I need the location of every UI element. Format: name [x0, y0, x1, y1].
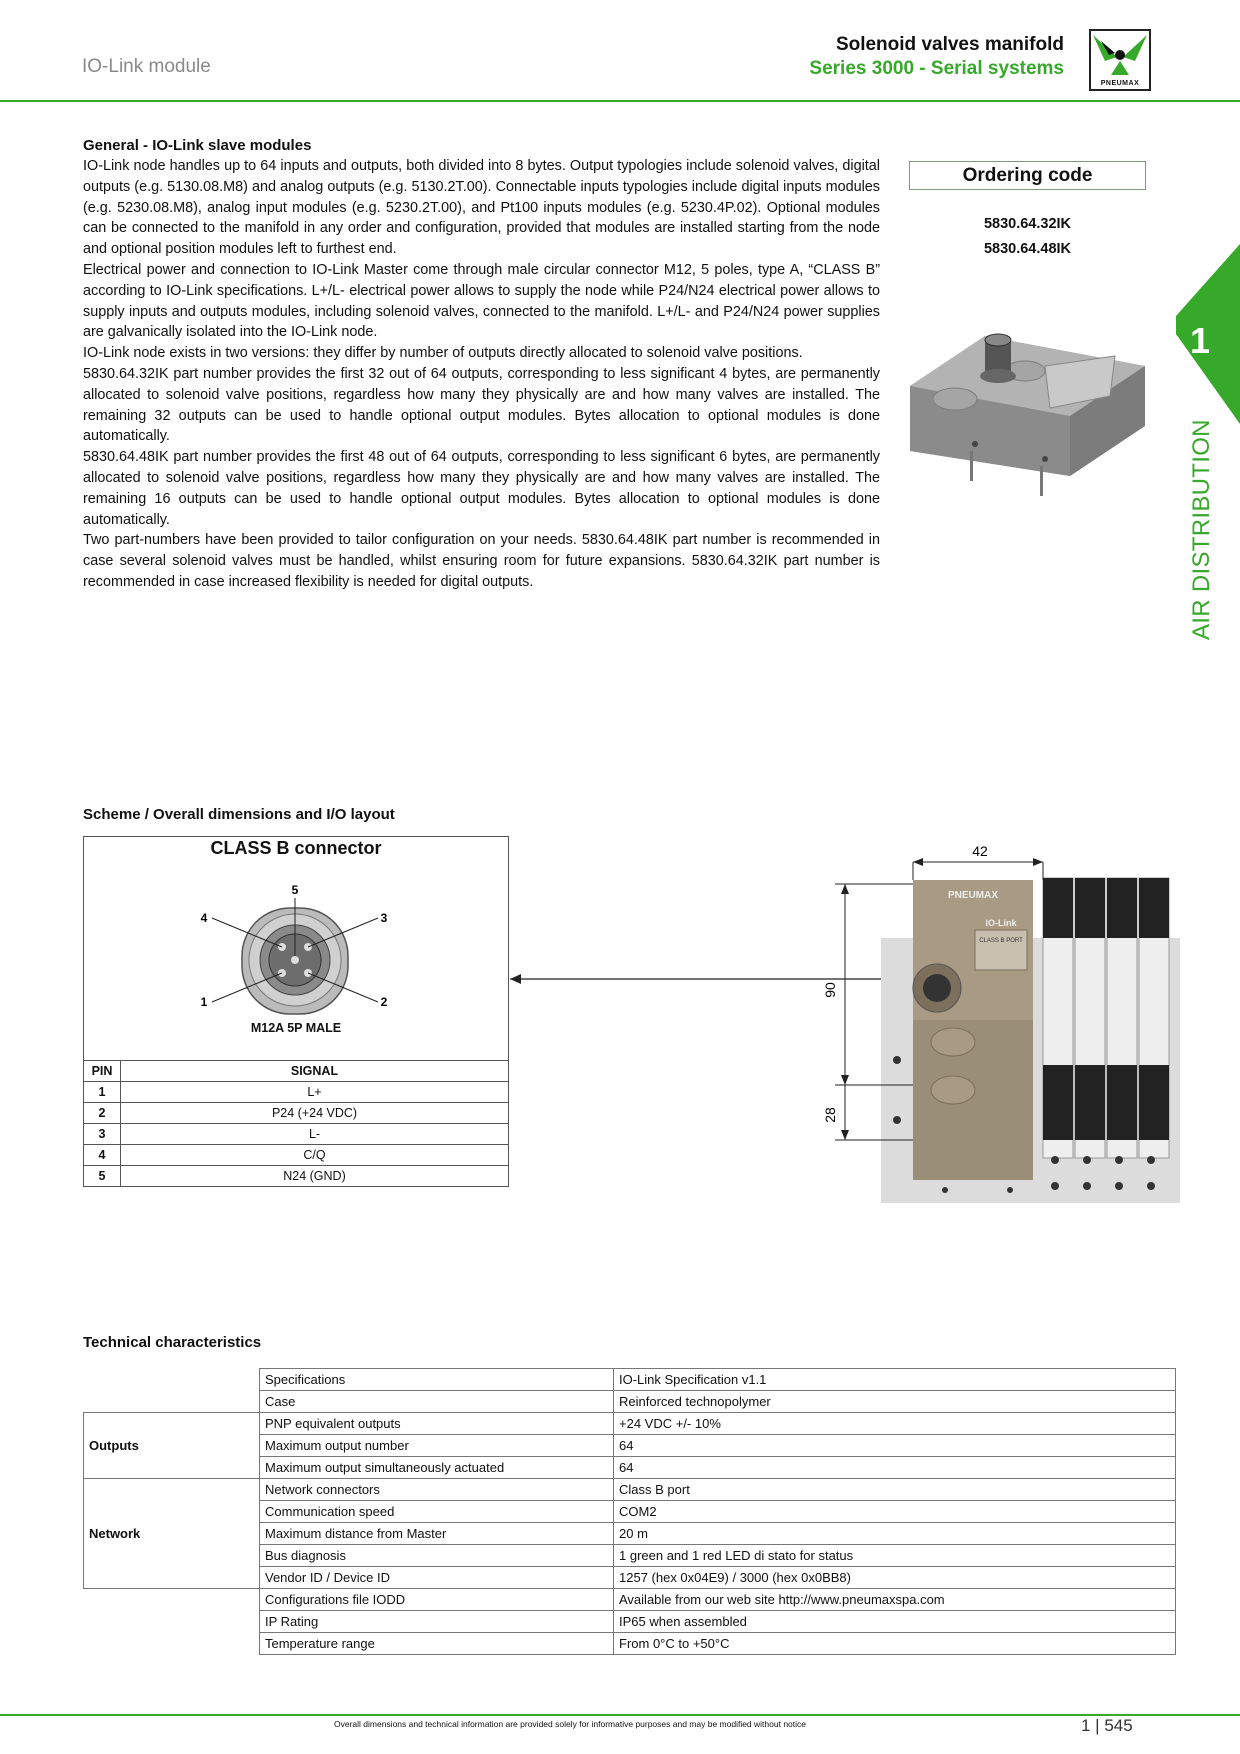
dim-height-lower: 28: [822, 1107, 838, 1123]
manifold-dimension-drawing: [505, 840, 1180, 1205]
tech-table: [83, 1368, 1176, 1655]
tech-title: Technical characteristics: [83, 1334, 262, 1351]
spec-value: 64: [614, 1457, 1176, 1479]
drawing-port-label: CLASS B PORT: [979, 938, 1023, 944]
logo-text: PNEUMAX: [1100, 80, 1140, 87]
pin-label: 1: [200, 995, 208, 1009]
scheme-title: Scheme / Overall dimensions and I/O layout: [83, 806, 395, 823]
pin-label: 2: [380, 995, 388, 1009]
spec-value: IP65 when assembled: [614, 1611, 1176, 1633]
table-row: [84, 1166, 509, 1187]
connector-type: M12A 5P MALE: [250, 1021, 342, 1035]
connector-title: CLASS B connector: [210, 838, 382, 858]
table-row: [84, 1413, 1176, 1435]
general-paragraph: 5830.64.32IK part number provides the first 32 out of 64 outputs, corresponding to less significant 4 bytes, are permanently allocated to solenoid valve positions, regardless how many they physically are and how many valves are installed. The remaining 32 outputs can be used to handle optional output modules. Bytes allocation to optional modules is done automatically.: [83, 365, 880, 445]
spec-value: 64: [614, 1435, 1176, 1457]
dim-height: 90: [822, 982, 838, 998]
page-subtitle: Series 3000 - Serial systems: [809, 58, 1064, 79]
pin-label: 4: [200, 911, 208, 925]
pin-label: 5: [291, 883, 299, 897]
table-row: [84, 1479, 1176, 1501]
ordering-code: 5830.64.32IK: [983, 216, 1072, 232]
spec-name: Specifications: [260, 1369, 614, 1391]
spec-name: Bus diagnosis: [260, 1545, 614, 1567]
pin-signal: C/Q: [121, 1145, 509, 1166]
general-paragraph: Electrical power and connection to IO-Link Master come through male circular connector M12, 5 poles, type A, “CLASS B” according to IO-Link specifications. L+/L- electrical power allows to supply the node while P24/N24 electrical power allows to supply inputs and outputs modules, including solenoid valves, connected to the manifold. L+/L- and P24/N24 power supplies are galvanically isolated into the IO-Link node.: [83, 261, 880, 341]
ordering-code-title: Ordering code: [909, 161, 1146, 190]
pin-signal: N24 (GND): [121, 1166, 509, 1187]
pin-number: 2: [84, 1103, 121, 1124]
pin-number: 3: [84, 1124, 121, 1145]
pin-signal: L-: [121, 1124, 509, 1145]
signal-header: SIGNAL: [121, 1061, 509, 1082]
pin-number: 1: [84, 1082, 121, 1103]
chapter-label: AIR DISTRIBUTION: [1188, 419, 1215, 640]
pin-number: 5: [84, 1166, 121, 1187]
table-row: [84, 1391, 1176, 1413]
pin-header: PIN: [84, 1061, 121, 1082]
drawing-iolink-label: IO-Link: [985, 918, 1017, 928]
table-row: [84, 1082, 509, 1103]
spec-name: Maximum output simultaneously actuated: [260, 1457, 614, 1479]
spec-value: Reinforced technopolymer: [614, 1391, 1176, 1413]
table-row: [84, 1145, 509, 1166]
spec-name: Temperature range: [260, 1633, 614, 1655]
m12-connector-diagram: [190, 880, 400, 1020]
drawing-brand-label: PNEUMAX: [947, 890, 999, 901]
ordering-code: 5830.64.48IK: [983, 241, 1072, 257]
general-body: [83, 156, 880, 593]
spec-value: IO-Link Specification v1.1: [614, 1369, 1176, 1391]
spec-name: Network connectors: [260, 1479, 614, 1501]
spec-name: Communication speed: [260, 1501, 614, 1523]
pneumax-logo: [1089, 29, 1151, 91]
general-paragraph: IO-Link node handles up to 64 inputs and outputs, both divided into 8 bytes. Output typologies include solenoid valves, digital outputs (e.g. 5130.08.M8) and analog outputs (e.g. 5130.2T.00). Connectable inputs typologies include digital inputs modules (e.g. 5230.08.M8), analog input modules (e.g. 5230.2T.00), and Pt100 inputs modules (e.g. 5230.4P.02). Optional modules can be connected to the manifold in any order and configuration, provided that modules are installed starting from the node and optional position modules left to furthest end.: [83, 158, 880, 258]
table-header-row: [84, 1061, 509, 1082]
io-link-module-photo: [905, 326, 1150, 526]
general-paragraph: Two part-numbers have been provided to tailor configuration on your needs. 5830.64.48IK part number is recommended in case several solenoid valves must be handled, whilst ensuring room for future expansions. 5830.64.32IK part number is recommended in case increased flexibility is needed for digital outputs.: [83, 532, 880, 590]
header-rule: [0, 100, 1240, 102]
pin-label: 3: [380, 911, 388, 925]
spec-name: Maximum distance from Master: [260, 1523, 614, 1545]
spec-name: Vendor ID / Device ID: [260, 1567, 614, 1589]
general-paragraph: IO-Link node exists in two versions: they differ by number of outputs directly allocated to solenoid valve positions.: [83, 345, 803, 362]
footer-rule: [0, 1714, 1240, 1716]
footer-note: Overall dimensions and technical information are provided solely for informative purposes and may be modified without notice: [334, 1719, 806, 1729]
spec-name: Maximum output number: [260, 1435, 614, 1457]
table-row: [84, 1369, 1176, 1391]
chapter-number: 1: [1190, 320, 1211, 361]
dim-width: 42: [972, 843, 988, 859]
pin-table: [83, 1060, 509, 1187]
spec-value: 1 green and 1 red LED di stato for status: [614, 1545, 1176, 1567]
spec-value: +24 VDC +/- 10%: [614, 1413, 1176, 1435]
spec-value: 1257 (hex 0x04E9) / 3000 (hex 0x0BB8): [614, 1567, 1176, 1589]
spec-value: 20 m: [614, 1523, 1176, 1545]
section-name: IO-Link module: [82, 56, 211, 77]
table-row: [84, 1124, 509, 1145]
table-row: [84, 1589, 1176, 1611]
pin-signal: L+: [121, 1082, 509, 1103]
spec-name: IP Rating: [260, 1611, 614, 1633]
general-title: General - IO-Link slave modules: [83, 137, 312, 154]
general-paragraph: 5830.64.48IK part number provides the first 48 out of 64 outputs, corresponding to less significant 6 bytes, are permanently allocated to solenoid valve positions, regardless how many they physically are and how many valves are installed. The remaining 16 outputs can be used to handle optional output modules. Bytes allocation to optional modules is done automatically.: [83, 449, 880, 528]
table-row: [84, 1611, 1176, 1633]
pin-signal: P24 (+24 VDC): [121, 1103, 509, 1124]
spec-name: Configurations file IODD: [260, 1589, 614, 1611]
spec-name: Case: [260, 1391, 614, 1413]
table-row: [84, 1633, 1176, 1655]
group-outputs: Outputs: [84, 1413, 260, 1479]
table-row: [84, 1103, 509, 1124]
spec-name: PNP equivalent outputs: [260, 1413, 614, 1435]
spec-value: From 0°C to +50°C: [614, 1633, 1176, 1655]
spec-value: Available from our web site http://www.pneumaxspa.com: [614, 1589, 1176, 1611]
pin-number: 4: [84, 1145, 121, 1166]
group-network: Network: [84, 1479, 260, 1589]
spec-value: COM2: [614, 1501, 1176, 1523]
page-title: Solenoid valves manifold: [835, 34, 1064, 55]
page-number: 1 | 545: [1081, 1716, 1133, 1735]
spec-value: Class B port: [614, 1479, 1176, 1501]
